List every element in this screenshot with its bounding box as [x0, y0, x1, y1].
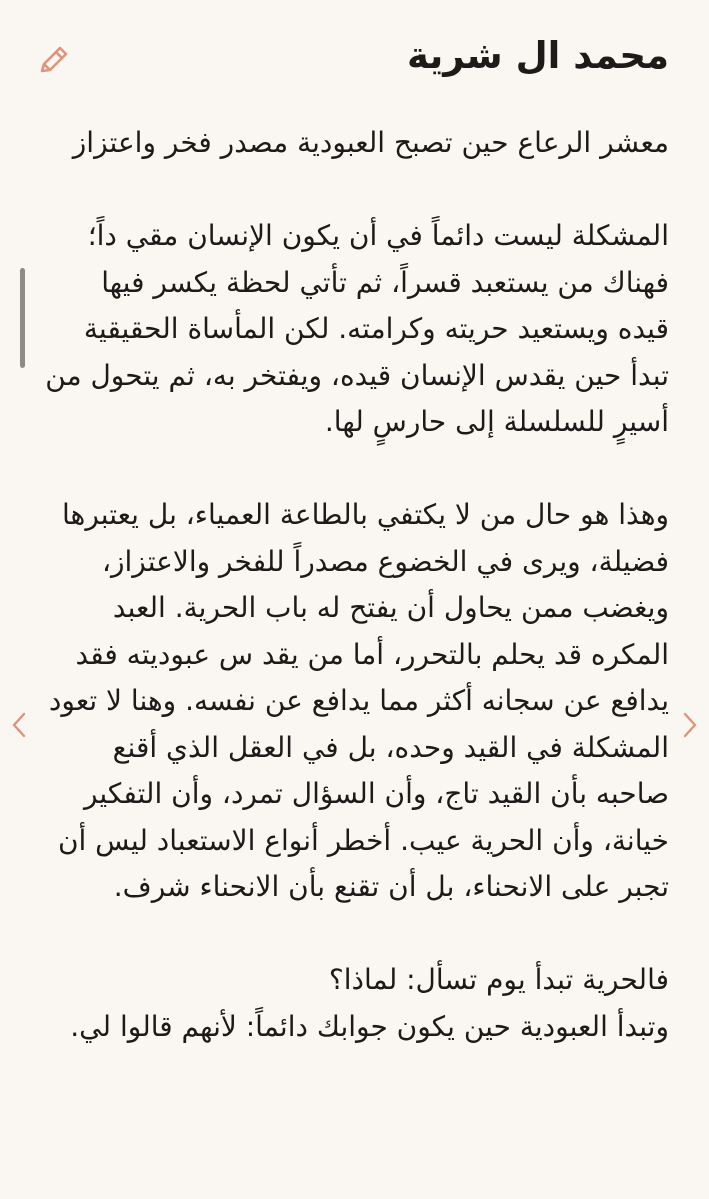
note-header [0, 0, 709, 100]
previous-page-button[interactable] [4, 708, 34, 742]
note-paragraph: فالحرية تبدأ يوم تسأل: لماذا؟ وتبدأ العبودية حين يكون جوابك دائماً: لأنهم قالوا لي. [70, 963, 669, 1043]
next-page-button[interactable] [675, 708, 705, 742]
pencil-icon[interactable] [34, 40, 74, 80]
chevron-right-icon [675, 708, 705, 742]
note-paragraph: المشكلة ليست دائماً في أن يكون الإنسان مقي داً؛ فهناك من يستعبد قسراً، ثم تأتي لحظة يكسر فيها قيده ويستعيد حريته وكرامته. لكن المأساة الحقيقية تبدأ حين يقدس الإنسان قيده، ويفتخر به، ثم يتحول من أسيرٍ للسلسلة إلى حارسٍ لها. [45, 219, 669, 438]
chevron-left-icon [4, 708, 34, 742]
note-paragraph: معشر الرعاع حين تصبح العبودية مصدر فخر واعتزاز [72, 126, 669, 159]
note-body[interactable] [44, 120, 669, 1050]
note-paragraph: وهذا هو حال من لا يكتفي بالطاعة العمياء، بل يعتبرها فضيلة، ويرى في الخضوع مصدراً للفخر والاعتزاز، ويغضب ممن يحاول أن يفتح له باب الحرية. العبد المكره قد يحلم بالتحرر، أما من يقد س عبوديته فقد يدافع عن سجانه أكثر مما يدافع عن نفسه. وهنا لا تعود المشكلة في القيد وحده، بل في العقل الذي أقنع صاحبه بأن القيد تاج، وأن السؤال تمرد، وأن التفكير خيانة، وأن الحرية عيب. أخطر أنواع الاستعباد ليس أن تجبر على الانحناء، بل أن تقنع بأن الانحناء شرف. [48, 498, 669, 903]
note-title: محمد ال شرية [406, 34, 669, 77]
scrollbar-thumb[interactable] [20, 268, 25, 368]
